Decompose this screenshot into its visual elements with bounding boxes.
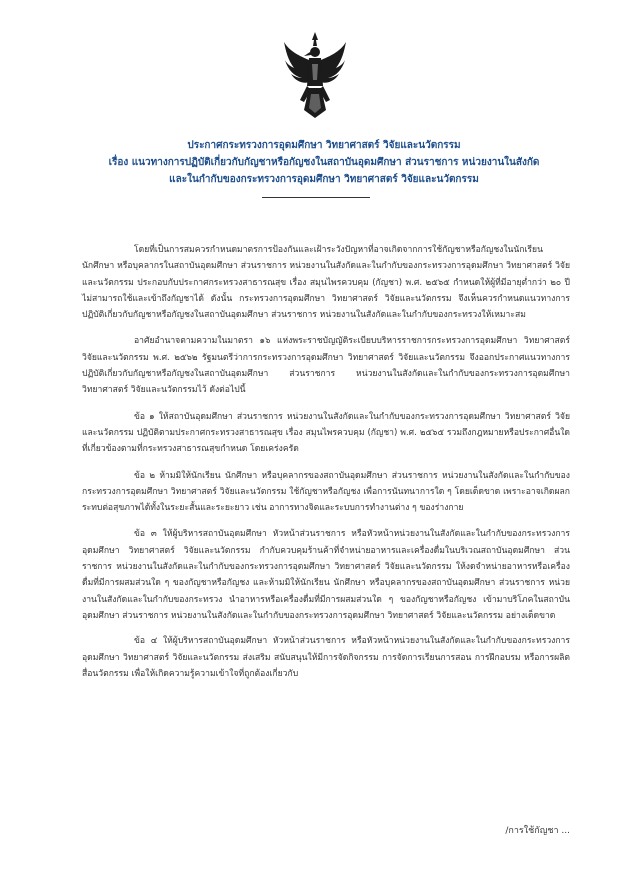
announcement-header: [60, 137, 588, 188]
paragraph-authority: อาศัยอำนาจตามความในมาตรา ๑๖ แห่งพระราชบัญญัติระเบียบบริหารราชการกระทรวงการอุดมศึกษา วิทยาศาสตร์ วิจัยและนวัตกรรม พ.ศ. ๒๕๖๒ รัฐมนตรีว่าการกระทรวงการอุดมศึกษา วิทยาศาสตร์ วิจัยและนวัตกรรม จึงออกประกาศแนวทางการปฏิบัติเกี่ยวกับกัญชาหรือกัญชงในสถาบันอุดมศึกษา ส่วนราชการ หน่วยงานในสังกัดและในกำกับของกระทรวงการอุดมศึกษา วิทยาศาสตร์ วิจัยและนวัตกรรมไว้ ดังต่อไปนี้: [82, 336, 570, 396]
announcement-body: [82, 242, 570, 691]
header-subject-continued: และในกำกับของกระทรวงการอุดมศึกษา วิทยาศาสตร์ วิจัยและนวัตกรรม: [169, 174, 479, 185]
paragraph-clause-3: ข้อ ๓ ให้ผู้บริหารสถาบันอุดมศึกษา หัวหน้าส่วนราชการ หรือหัวหน้าหน่วยงานในสังกัดและในกำกับของกระทรวงการอุดมศึกษา วิทยาศาสตร์ วิจัยและนวัตกรรม กำกับควบคุมร้านค้าที่จำหน่ายอาหารและเครื่องดื่มในบริเวณสถาบันอุดมศึกษา ส่วนราชการ หน่วยงานในสังกัดและในกำกับของกระทรวงการอุดมศึกษา วิทยาศาสตร์ วิจัยและนวัตกรรม ให้งดจำหน่ายอาหารหรือเครื่องดื่มที่มีการผสมส่วนใด ๆ ของกัญชาหรือกัญชง และห้ามมิให้นักเรียน นักศึกษา หรือบุคลากรของสถาบันอุดมศึกษา ส่วนราชการ หน่วยงานในสังกัดและในกำกับของกระทรวง นำอาหารหรือเครื่องดื่มที่มีการผสมส่วนใด ๆ ของกัญชาหรือกัญชง เข้ามาบริโภคในสถาบันอุดมศึกษา ส่วนราชการ หน่วยงานในสังกัดและในกำกับของกระทรวงการอุดมศึกษา วิทยาศาสตร์ วิจัยและนวัตกรรม อย่างเด็ดขาด: [82, 529, 570, 621]
header-subject: เรื่อง แนวทางการปฏิบัติเกี่ยวกับกัญชาหรือกัญชงในสถาบันอุดมศึกษา ส่วนราชการ หน่วยงานในสังกัด: [108, 157, 540, 168]
continuation-marker: /การใช้กัญชา ...: [505, 826, 570, 836]
header-divider: [262, 197, 370, 198]
paragraph-clause-2: ข้อ ๒ ห้ามมิให้นักเรียน นักศึกษา หรือบุคลากรของสถาบันอุดมศึกษา ส่วนราชการ หน่วยงานในสังกัดและในกำกับของกระทรวงการอุดมศึกษา วิทยาศาสตร์ วิจัยและนวัตกรรม ใช้กัญชาหรือกัญชง เพื่อการนันทนาการใด ๆ โดยเด็ดขาด เพราะอาจเกิดผลกระทบต่อสุขภาพได้ทั้งในระยะสั้นและระยะยาว เช่น อาการทางจิตและระบบการทำงานต่าง ๆ ของร่างกาย: [82, 470, 570, 514]
garuda-emblem-icon: [282, 30, 348, 120]
paragraph-clause-4: ข้อ ๔ ให้ผู้บริหารสถาบันอุดมศึกษา หัวหน้าส่วนราชการ หรือหัวหน้าหน่วยงานในสังกัดและในกำกับของกระทรวงการอุดมศึกษา วิทยาศาสตร์ วิจัยและนวัตกรรม ส่งเสริม สนับสนุนให้มีการจัดกิจกรรม การจัดการเรียนการสอน การฝึกอบรม หรือการผลิตสื่อนวัตกรรม เพื่อให้เกิดความรู้ความเข้าใจที่ถูกต้องเกี่ยวกับ: [82, 636, 570, 679]
paragraph-clause-1: ข้อ ๑ ให้สถาบันอุดมศึกษา ส่วนราชการ หน่วยงานในสังกัดและในกำกับของกระทรวงการอุดมศึกษา วิทยาศาสตร์ วิจัยและนวัตกรรม ปฏิบัติตามประกาศกระทรวงสาธารณสุข เรื่อง สมุนไพรควบคุม (กัญชา) พ.ศ. ๒๕๖๕ รวมถึงกฎหมายหรือประกาศอื่นใดที่เกี่ยวข้องตามที่กระทรวงสาธารณสุขกำหนด โดยเคร่งครัด: [82, 411, 570, 455]
paragraph-preamble: โดยที่เป็นการสมควรกำหนดมาตรการป้องกันและเฝ้าระวังปัญหาที่อาจเกิดจากการใช้กัญชาหรือกัญชงในนักเรียน นักศึกษา หรือบุคลากรในสถาบันอุดมศึกษา ส่วนราชการ หน่วยงานในสังกัดและในกำกับของกระทรวงการอุดมศึกษา วิทยาศาสตร์ วิจัยและนวัตกรรม ประกอบกับประกาศกระทรวงสาธารณสุข เรื่อง สมุนไพรควบคุม (กัญชา) พ.ศ. ๒๕๖๕ กำหนดให้ผู้ที่มีอายุต่ำกว่า ๒๐ ปี ไม่สามารถใช้และเข้าถึงกัญชาได้ ดังนั้น กระทรวงการอุดมศึกษา วิทยาศาสตร์ วิจัยและนวัตกรรม จึงเห็นควรกำหนดแนวทางการปฏิบัติเกี่ยวกับกัญชาหรือกัญชงในสถาบันอุดมศึกษา ส่วนราชการ หน่วยงานในสังกัดและในกำกับของกระทรวงให้เหมาะสม: [82, 245, 570, 321]
header-title: ประกาศกระทรวงการอุดมศึกษา วิทยาศาสตร์ วิจัยและนวัตกรรม: [187, 140, 461, 151]
